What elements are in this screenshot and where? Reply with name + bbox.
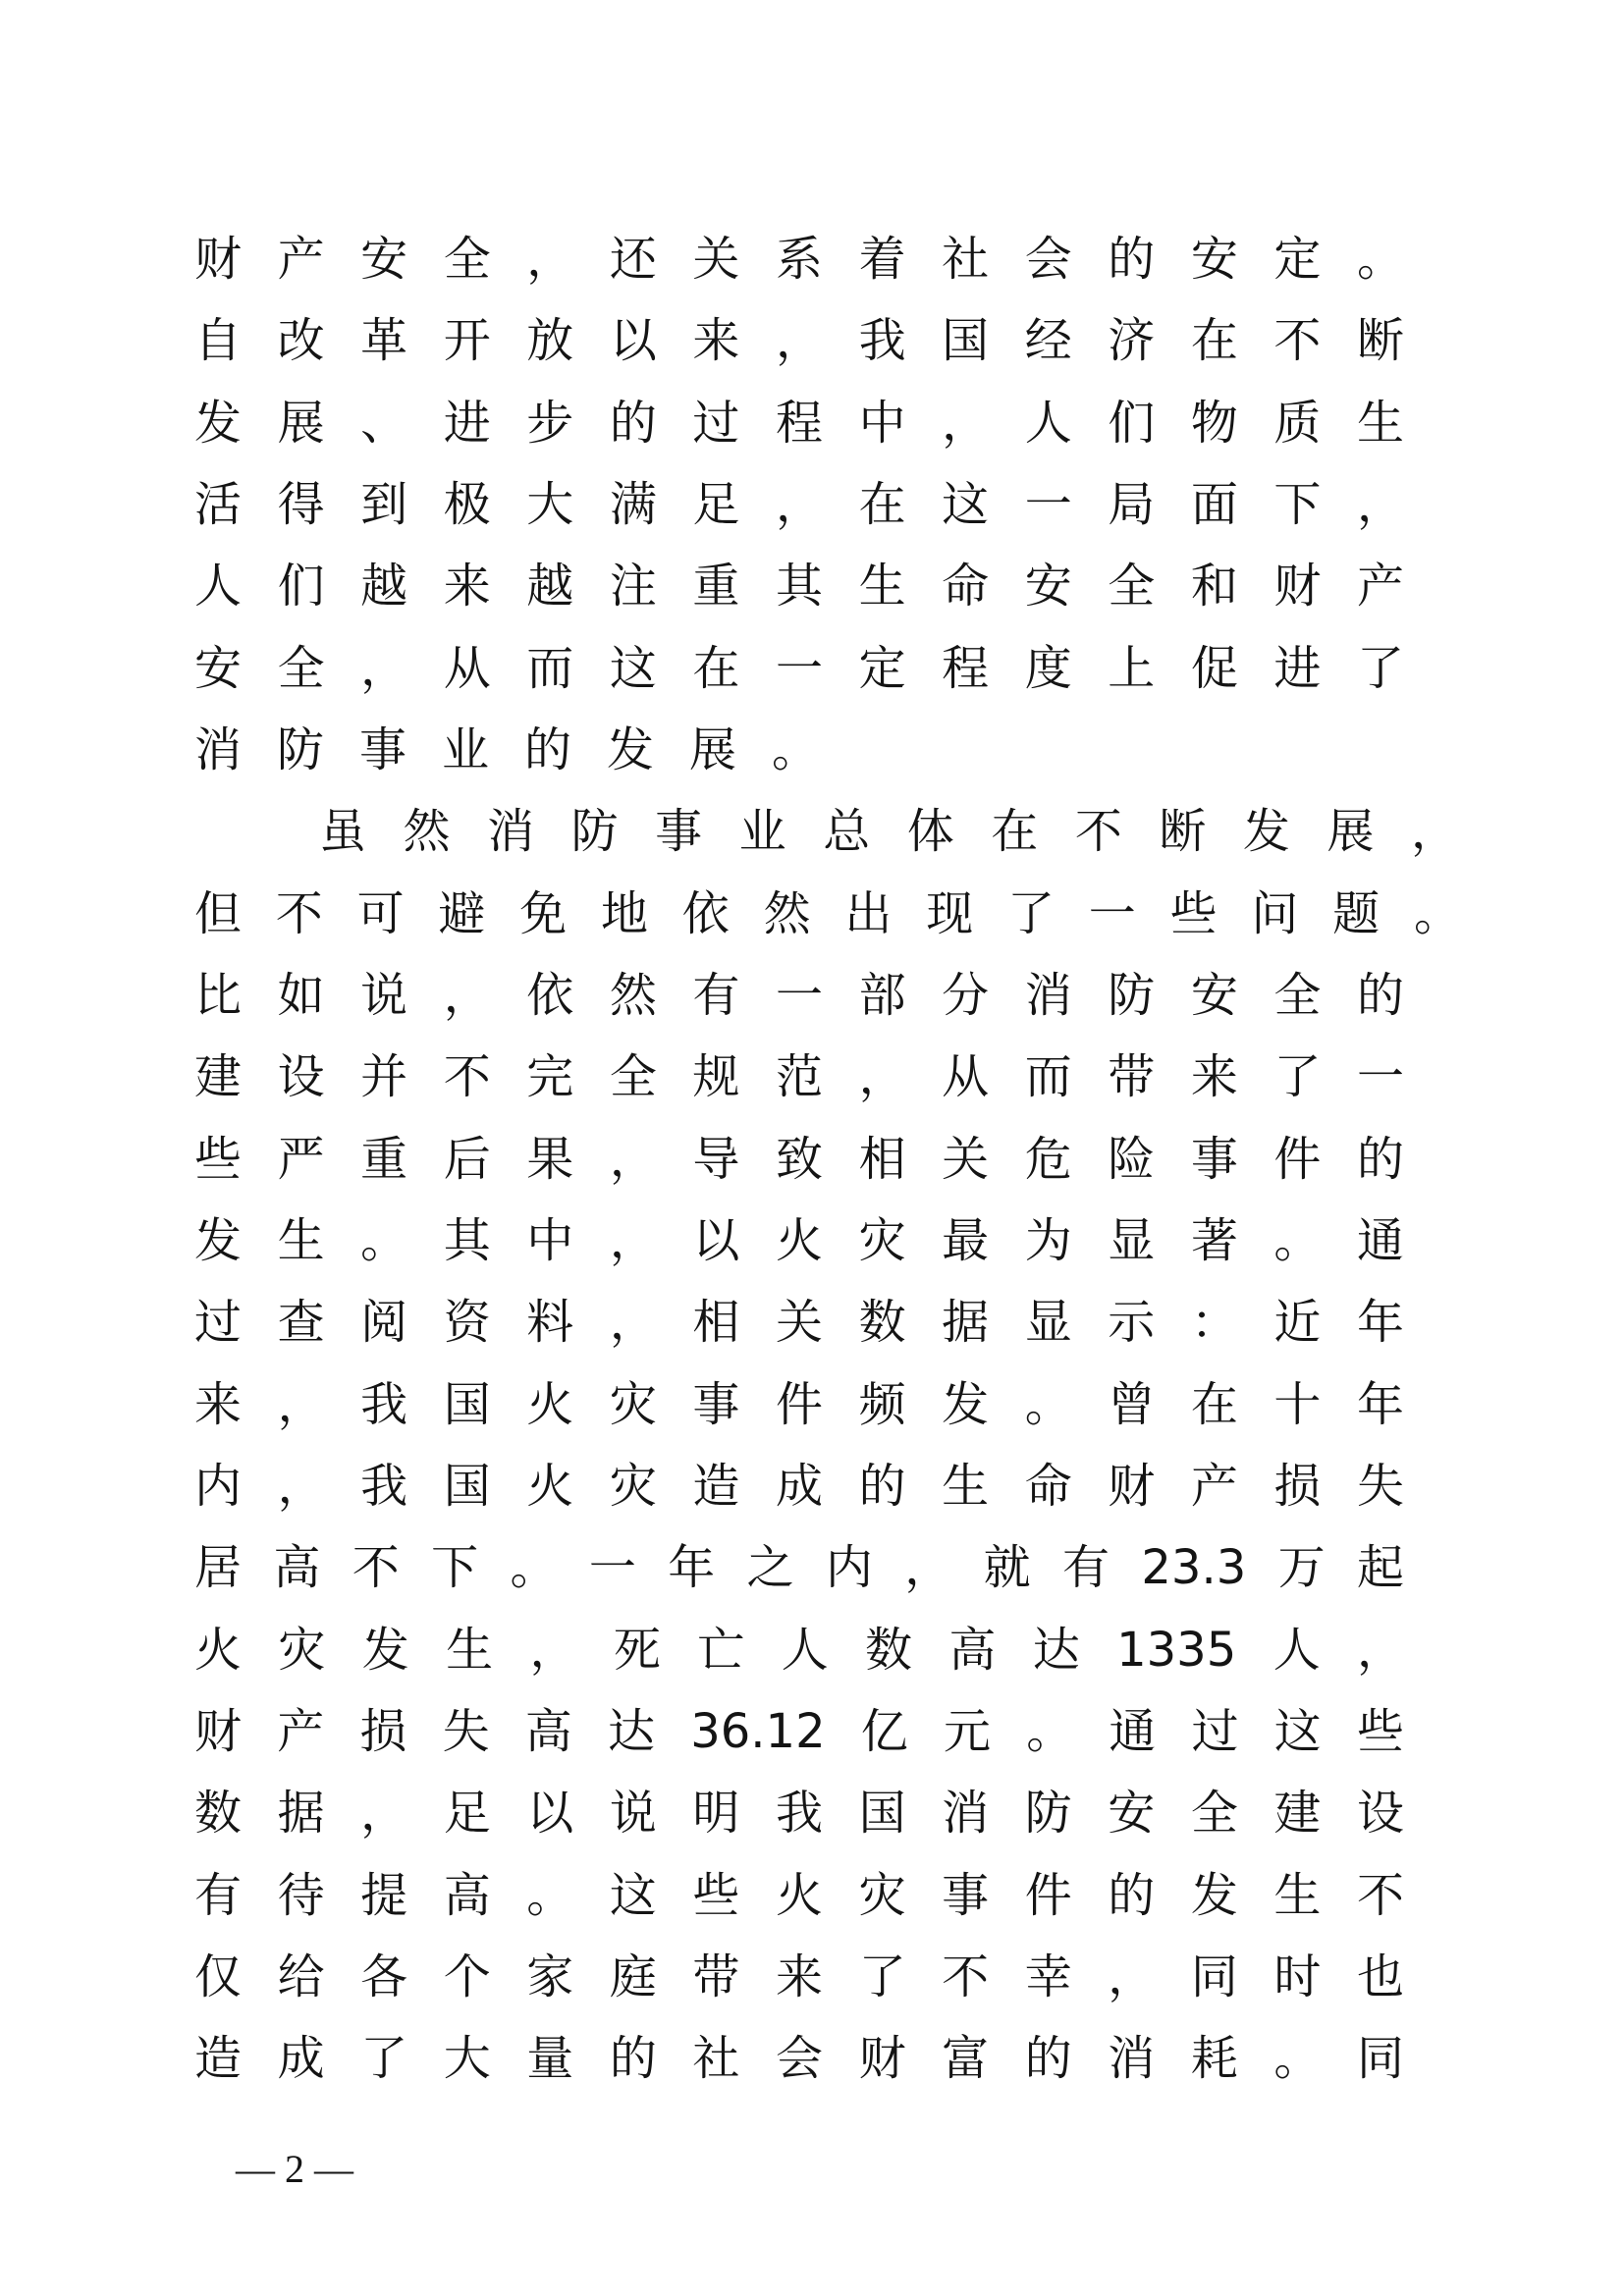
body-text-line: 发生。其中，以火灾最为显著。通 (194, 1213, 1404, 1268)
body-text-line: 比如说，依然有一部分消防安全的 (194, 968, 1404, 1023)
body-text-line: 内，我国火灾造成的生命财产损失 (194, 1459, 1404, 1514)
body-text-line: 造成了大量的社会财富的消耗。同 (194, 2031, 1404, 2086)
body-text-line: 数据，足以说明我国消防安全建设 (194, 1786, 1404, 1841)
body-text-line: 居高不下。一年之内，就有23.3万起 (194, 1540, 1404, 1595)
body-text-line: 自改革开放以来，我国经济在不断 (194, 313, 1404, 368)
body-text-line: 来，我国火灾事件频发。曾在十年 (194, 1377, 1404, 1432)
page-number: — 2 — (236, 2147, 353, 2191)
body-text-line: 火灾发生，死亡人数高达1335人， (194, 1623, 1404, 1678)
body-text-line: 些严重后果，导致相关危险事件的 (194, 1132, 1404, 1187)
body-text-line: 发展、进步的过程中，人们物质生 (194, 396, 1404, 451)
body-text-line: 活得到极大满足，在这一局面下， (194, 477, 1404, 532)
body-text-line: 财产损失高达36.12亿元。通过这些 (194, 1704, 1404, 1759)
paragraph-first-line: 虽然消防事业总体在不断发展， (319, 804, 1458, 859)
body-text-line: 安全，从而这在一定程度上促进了 (194, 641, 1404, 696)
body-text-line: 过查阅资料，相关数据显示：近年 (194, 1295, 1404, 1350)
body-text-line: 人们越来越注重其生命安全和财产 (194, 559, 1404, 614)
body-text-line: 财产安全，还关系着社会的安定。 (194, 232, 1404, 287)
body-text-line: 有待提高。这些火灾事件的发生不 (194, 1868, 1404, 1923)
body-text-line: 仅给各个家庭带来了不幸，同时也 (194, 1949, 1404, 2004)
body-text-line: 建设并不完全规范，从而带来了一 (194, 1049, 1404, 1104)
body-text-line: 消防事业的发展。 (194, 722, 855, 777)
body-text-line: 但不可避免地依然出现了一些问题。 (194, 886, 1461, 941)
